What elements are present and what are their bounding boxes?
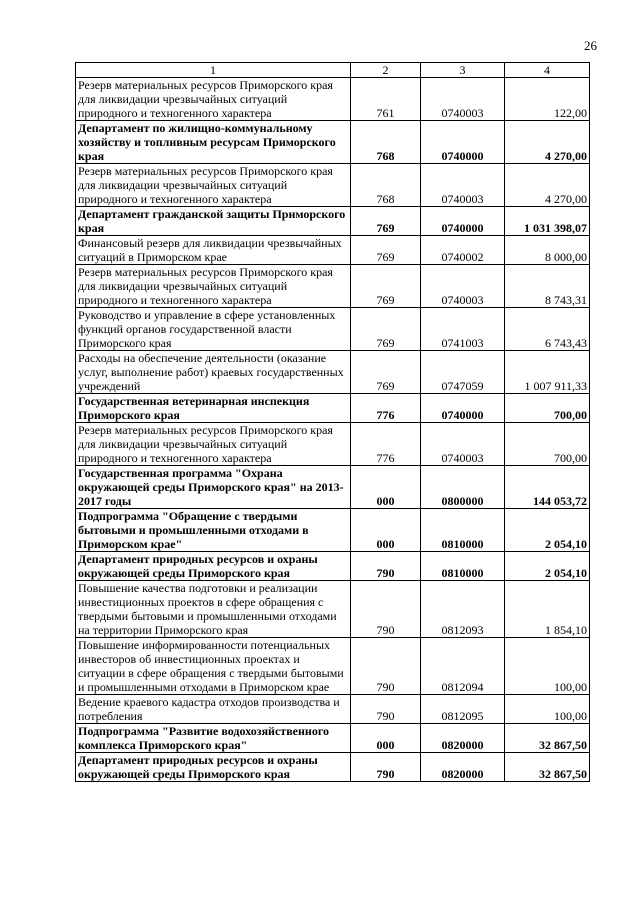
row-name-cell: Департамент по жилищно-коммунальному хозяйству и топливным ресурсам Приморского края [76,121,351,164]
row-amount-cell: 100,00 [505,695,590,724]
column-header-4: 4 [505,63,590,78]
row-amount-cell: 144 053,72 [505,466,590,509]
row-amount-cell: 32 867,50 [505,753,590,782]
table-row [76,581,590,638]
row-section-cell: 0740003 [421,423,505,466]
row-code-cell: 761 [351,78,421,121]
row-section-cell: 0800000 [421,466,505,509]
row-amount-cell: 32 867,50 [505,724,590,753]
table-row [76,552,590,581]
row-amount-cell: 8 000,00 [505,236,590,265]
table-header-row [76,63,590,78]
row-name-cell: Государственная программа "Охрана окружающей среды Приморского края" на 2013-2017 годы [76,466,351,509]
row-section-cell: 0812095 [421,695,505,724]
budget-table [75,62,590,782]
row-amount-cell: 8 743,31 [505,265,590,308]
table-row [76,265,590,308]
row-name-cell: Резерв материальных ресурсов Приморского края для ликвидации чрезвычайных ситуаций природного и техногенного характера [76,423,351,466]
row-amount-cell: 700,00 [505,423,590,466]
row-amount-cell: 4 270,00 [505,164,590,207]
row-code-cell: 000 [351,509,421,552]
row-section-cell: 0740000 [421,207,505,236]
row-section-cell: 0740002 [421,236,505,265]
row-name-cell: Департамент природных ресурсов и охраны окружающей среды Приморского края [76,753,351,782]
row-amount-cell: 122,00 [505,78,590,121]
row-name-cell: Резерв материальных ресурсов Приморского края для ликвидации чрезвычайных ситуаций природного и техногенного характера [76,265,351,308]
row-code-cell: 776 [351,394,421,423]
row-name-cell: Подпрограмма "Обращение с твердыми бытовыми и промышленными отходами в Приморском крае" [76,509,351,552]
table-row [76,236,590,265]
row-code-cell: 790 [351,638,421,695]
row-section-cell: 0740003 [421,164,505,207]
table-row [76,394,590,423]
row-amount-cell: 2 054,10 [505,552,590,581]
table-row [76,423,590,466]
row-name-cell: Ведение краевого кадастра отходов производства и потребления [76,695,351,724]
row-code-cell: 000 [351,724,421,753]
column-header-2: 2 [351,63,421,78]
row-code-cell: 790 [351,581,421,638]
page-number: 26 [584,38,597,53]
row-name-cell: Резерв материальных ресурсов Приморского края для ликвидации чрезвычайных ситуаций природного и техногенного характера [76,164,351,207]
table-row [76,121,590,164]
row-name-cell: Повышение качества подготовки и реализации инвестиционных проектов в сфере обращения с твердыми бытовыми и промышленными отходами на территории Приморского края [76,581,351,638]
table-row [76,753,590,782]
row-section-cell: 0820000 [421,724,505,753]
table-row [76,509,590,552]
row-section-cell: 0747059 [421,351,505,394]
row-name-cell: Подпрограмма "Развитие водохозяйственного комплекса Приморского края" [76,724,351,753]
row-section-cell: 0740000 [421,394,505,423]
table-row [76,724,590,753]
table-row [76,695,590,724]
row-section-cell: 0812093 [421,581,505,638]
row-section-cell: 0740003 [421,265,505,308]
table-body [76,78,590,782]
row-code-cell: 769 [351,351,421,394]
row-amount-cell: 1 007 911,33 [505,351,590,394]
table-row [76,207,590,236]
table-row [76,164,590,207]
row-section-cell: 0741003 [421,308,505,351]
table-row [76,351,590,394]
row-section-cell: 0820000 [421,753,505,782]
row-amount-cell: 1 854,10 [505,581,590,638]
row-code-cell: 768 [351,121,421,164]
row-section-cell: 0812094 [421,638,505,695]
row-code-cell: 769 [351,308,421,351]
row-name-cell: Расходы на обеспечение деятельности (оказание услуг, выполнение работ) краевых государственных учреждений [76,351,351,394]
row-code-cell: 790 [351,552,421,581]
table-row [76,308,590,351]
row-name-cell: Резерв материальных ресурсов Приморского края для ликвидации чрезвычайных ситуаций природного и техногенного характера [76,78,351,121]
row-name-cell: Повышение информированности потенциальных инвесторов об инвестиционных проектах и ситуации в сфере обращения с твердыми бытовыми и промышленными отходами в Приморском крае [76,638,351,695]
row-section-cell: 0810000 [421,552,505,581]
row-code-cell: 769 [351,207,421,236]
row-amount-cell: 2 054,10 [505,509,590,552]
row-amount-cell: 6 743,43 [505,308,590,351]
row-section-cell: 0740003 [421,78,505,121]
table-row [76,78,590,121]
row-name-cell: Государственная ветеринарная инспекция Приморского края [76,394,351,423]
row-section-cell: 0740000 [421,121,505,164]
row-section-cell: 0810000 [421,509,505,552]
row-code-cell: 768 [351,164,421,207]
row-amount-cell: 4 270,00 [505,121,590,164]
row-amount-cell: 700,00 [505,394,590,423]
row-amount-cell: 100,00 [505,638,590,695]
table-row [76,638,590,695]
row-name-cell: Департамент гражданской защиты Приморского края [76,207,351,236]
row-code-cell: 790 [351,753,421,782]
table-row [76,466,590,509]
row-code-cell: 776 [351,423,421,466]
row-code-cell: 769 [351,265,421,308]
row-name-cell: Департамент природных ресурсов и охраны окружающей среды Приморского края [76,552,351,581]
row-name-cell: Финансовый резерв для ликвидации чрезвычайных ситуаций в Приморском крае [76,236,351,265]
row-name-cell: Руководство и управление в сфере установленных функций органов государственной власти Приморского края [76,308,351,351]
row-amount-cell: 1 031 398,07 [505,207,590,236]
column-header-1: 1 [76,63,351,78]
row-code-cell: 769 [351,236,421,265]
column-header-3: 3 [421,63,505,78]
row-code-cell: 790 [351,695,421,724]
row-code-cell: 000 [351,466,421,509]
